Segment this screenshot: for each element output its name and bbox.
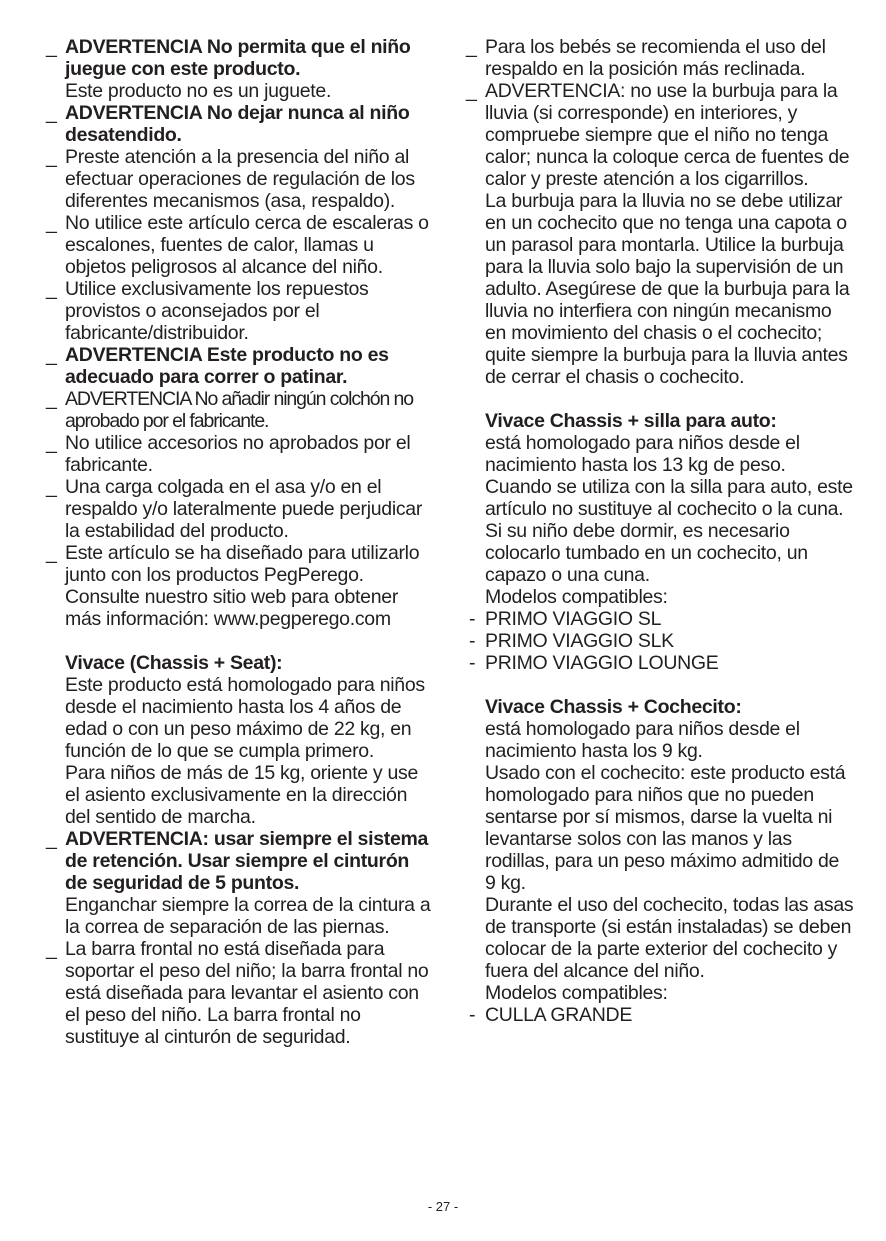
continuation-paragraph: La burbuja para la lluvia no se debe utilizar en un cochecito que no tenga una capota o un parasol para montarla. Utilice la burbuja para la lluvia solo bajo la supervisión de un adulto. Asegúrese de que la burbuja para la lluvia no interfiera con ningún mecanismo en movimiento del chasis o el cochecito; quite siempre la burbuja para la lluvia antes de cerrar el chasis o cochecito.	[485, 190, 850, 388]
warning-text: ADVERTENCIA No añadir ningún colchón no aprobado por el fabricante.	[65, 388, 414, 432]
section-paragraph: Durante el uso del cochecito, todas las asas de transporte (si están instaladas) se deben colocar de la parte exterior del cochecito y fuera del alcance del niño.	[485, 894, 854, 982]
warning-item: _ ADVERTENCIA: no use la burbuja para la lluvia (si corresponde) en interiores, y compruebe siempre que el niño no tenga calor; nunca la coloque cerca de fuentes de calor y preste atención a los cigarrillos.	[466, 80, 850, 190]
warning-item: _ ADVERTENCIA No permita que el niño juegue con este producto. Este producto no es un juguete.	[46, 36, 411, 102]
warning-item: _ No utilice este artículo cerca de escaleras o escalones, fuentes de calor, llamas u objetos peligrosos al alcance del niño.	[46, 212, 429, 278]
warning-item: _ Para los bebés se recomienda el uso del respaldo en la posición más reclinada.	[466, 36, 826, 80]
section-paragraph: Cuando se utiliza con la silla para auto, este artículo no sustituye al cochecito o la cuna.	[485, 476, 853, 520]
warning-text: Una carga colgada en el asa y/o en el respaldo y/o lateralmente puede perjudicar la estabilidad del producto.	[65, 476, 423, 542]
warning-item: _ ADVERTENCIA Este producto no es adecuado para correr o patinar.	[46, 344, 389, 388]
section-title: Vivace Chassis + silla para auto:	[485, 410, 777, 432]
model-name: CULLA GRANDE	[485, 1004, 633, 1026]
warning-text: No utilice este artículo cerca de escaleras o escalones, fuentes de calor, llamas u objetos peligrosos al alcance del niño.	[65, 212, 429, 278]
section-paragraph: Para niños de más de 15 kg, oriente y use el asiento exclusivamente en la dirección del sentido de marcha.	[65, 762, 419, 828]
model-name: PRIMO VIAGGIO SLK	[485, 630, 674, 652]
warning-item: _ ADVERTENCIA: usar siempre el sistema de retención. Usar siempre el cinturón de seguridad de 5 puntos. Enganchar siempre la correa de la cintura a la correa de separación de las piernas.	[46, 828, 431, 938]
section-paragraph: está homologado para niños desde el nacimiento hasta los 9 kg.	[485, 718, 800, 762]
warning-text: Enganchar siempre la correa de la cintura a la correa de separación de las piernas.	[65, 894, 431, 938]
left-column	[46, 36, 436, 1048]
warning-text: Este producto no es un juguete.	[65, 80, 332, 102]
model-item: - PRIMO VIAGGIO LOUNGE	[469, 652, 719, 674]
section-paragraph: Modelos compatibles:	[485, 982, 668, 1004]
section-paragraph: Si su niño debe dormir, es necesario colocarlo tumbado en un cochecito, un capazo o una cuna.	[485, 520, 808, 586]
warning-bold: ADVERTENCIA: usar siempre el sistema de retención. Usar siempre el cinturón de seguridad de 5 puntos.	[65, 828, 429, 894]
warning-text: No utilice accesorios no aprobados por el fabricante.	[65, 432, 411, 476]
warning-bold: ADVERTENCIA No permita que el niño juegue con este producto.	[65, 36, 411, 80]
warning-item: _ No utilice accesorios no aprobados por el fabricante.	[46, 432, 411, 476]
section-paragraph: Usado con el cochecito: este producto está homologado para niños que no pueden sentarse por sí mismos, darse la vuelta ni levantarse solos con las manos y las rodillas, para un peso máximo admitido de 9 kg.	[485, 762, 846, 894]
warning-text: Para los bebés se recomienda el uso del respaldo en la posición más reclinada.	[485, 36, 826, 80]
warning-text: Preste atención a la presencia del niño al efectuar operaciones de regulación de los diferentes mecanismos (asa, respaldo).	[65, 146, 415, 212]
warning-item: _ Utilice exclusivamente los repuestos provistos o aconsejados por el fabricante/distribuidor.	[46, 278, 369, 344]
section-paragraph: está homologado para niños desde el nacimiento hasta los 13 kg de peso.	[485, 432, 800, 476]
warning-text: Este artículo se ha diseñado para utilizarlo junto con los productos PegPerego. Consulte nuestro sitio web para obtener más información: www.pegperego.com	[65, 542, 420, 630]
warning-item: _ Este artículo se ha diseñado para utilizarlo junto con los productos PegPerego. Consulte nuestro sitio web para obtener más información: www.pegperego.com	[46, 542, 420, 630]
section-paragraph: Modelos compatibles:	[485, 586, 668, 608]
warning-item: _ La barra frontal no está diseñada para soportar el peso del niño; la barra frontal no está diseñada para levantar el asiento con el peso del niño. La barra frontal no sustituye al cinturón de seguridad.	[46, 938, 429, 1048]
warning-item: _ Preste atención a la presencia del niño al efectuar operaciones de regulación de los diferentes mecanismos (asa, respaldo).	[46, 146, 415, 212]
warning-bold: ADVERTENCIA No dejar nunca al niño desatendido.	[65, 102, 410, 146]
model-name: PRIMO VIAGGIO LOUNGE	[485, 652, 719, 674]
section-title: Vivace Chassis + Cochecito:	[485, 696, 742, 718]
warning-item: _ ADVERTENCIA No dejar nunca al niño desatendido.	[46, 102, 410, 146]
model-item: - PRIMO VIAGGIO SLK	[469, 630, 674, 652]
warning-item: _ ADVERTENCIA No añadir ningún colchón no aprobado por el fabricante.	[46, 388, 414, 432]
section-title: Vivace (Chassis + Seat):	[65, 652, 283, 674]
page-number: - 27 -	[427, 1199, 459, 1214]
warning-bold: ADVERTENCIA Este producto no es adecuado para correr o patinar.	[65, 344, 389, 388]
warning-text: Utilice exclusivamente los repuestos provistos o aconsejados por el fabricante/distribuidor.	[65, 278, 369, 344]
warning-text: La barra frontal no está diseñada para soportar el peso del niño; la barra frontal no está diseñada para levantar el asiento con el peso del niño. La barra frontal no sustituye al cinturón de seguridad.	[65, 938, 429, 1048]
model-item: - PRIMO VIAGGIO SL	[469, 608, 662, 630]
section-paragraph: Este producto está homologado para niños desde el nacimiento hasta los 4 años de edad o con un peso máximo de 22 kg, en función de lo que se cumpla primero.	[65, 674, 425, 762]
model-name: PRIMO VIAGGIO SL	[485, 608, 662, 630]
right-column	[466, 36, 854, 1026]
warning-item: _ Una carga colgada en el asa y/o en el respaldo y/o lateralmente puede perjudicar la estabilidad del producto.	[46, 476, 423, 542]
model-item: - CULLA GRANDE	[469, 1004, 633, 1026]
warning-text: ADVERTENCIA: no use la burbuja para la lluvia (si corresponde) en interiores, y compruebe siempre que el niño no tenga calor; nunca la coloque cerca de fuentes de calor y preste atención a los cigarrillos.	[485, 80, 850, 190]
